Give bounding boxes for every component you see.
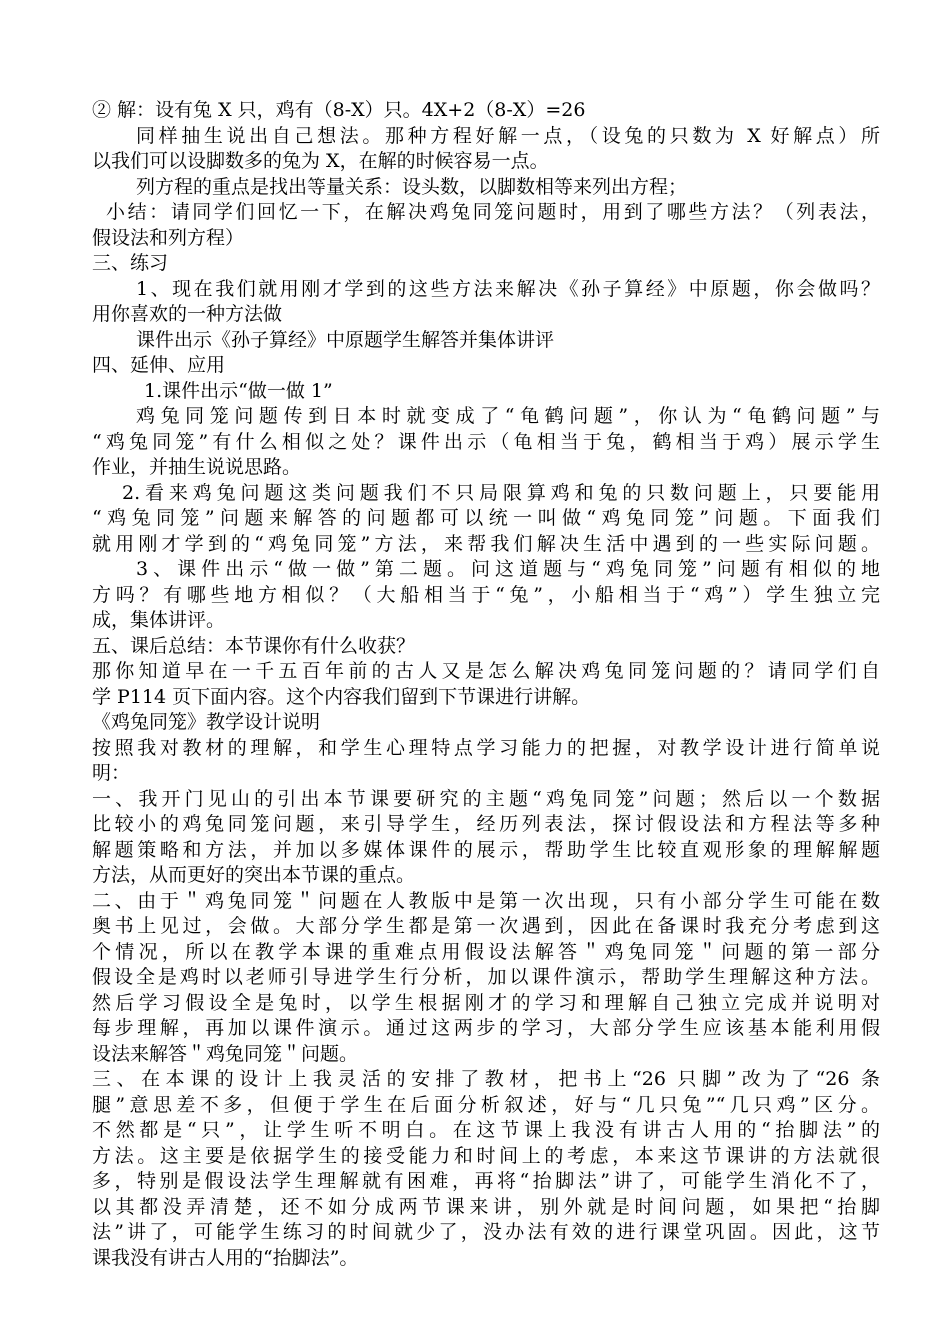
text-line: 1.课件出示“做一做 1” [144, 379, 333, 402]
text-line: 假设法和列方程） [92, 226, 245, 249]
text-line: 多，特别是假设法学生理解就有困难，再将“抬脚法”讲了，可能学生消化不了， [92, 1170, 880, 1192]
text-line: 不然都是“只”，让学生听不明白。在这节课上我没有讲古人用的“抬脚法”的 [92, 1119, 880, 1141]
text-line: 鸡兔同笼问题传到日本时就变成了“龟鹤问题”，你认为“龟鹤问题”与 [136, 405, 880, 427]
text-line: 以其都没弄清楚，还不如分成两节课来讲，别外就是时间问题，如果把“抬脚 [92, 1195, 880, 1218]
text-line: 方法。这主要是依据学生的接受能力和时间上的考虑，本来这节课讲的方法就很 [92, 1144, 880, 1167]
text-line: 二、由于＂鸡兔同笼＂问题在人教版中是第一次出现，只有小部分学生可能在数 [92, 889, 880, 912]
text-line: 按照我对教材的理解，和学生心理特点学习能力的把握，对教学设计进行简单说 [92, 736, 880, 759]
text-line: 1、现在我们就用刚才学到的这些方法来解决《孙子算经》中原题，你会做吗？ [136, 277, 880, 300]
text-line: 五、课后总结：本节课你有什么收获？ [92, 634, 416, 657]
text-line: 《鸡兔同笼》教学设计说明 [92, 711, 321, 733]
text-line: 同样抽生说出自己想法。那种方程好解一点，（设兔的只数为 X 好解点）所 [136, 124, 880, 147]
text-line: 设法来解答＂鸡兔同笼＂问题。 [92, 1042, 359, 1065]
text-line: 个情况，所以在教学本课的重难点用假设法解答＂鸡兔同笼＂问题的第一部分 [92, 940, 880, 963]
text-line: 学 P114 页下面内容。这个内容我们留到下节课进行讲解。 [92, 685, 591, 708]
text-line: 用你喜欢的一种方法做 [92, 303, 283, 325]
text-line: 作业，并抽生说说思路。 [92, 456, 302, 478]
text-line: 每步理解，再加以课件演示。通过这两步的学习，大部分学生应该基本能利用假 [92, 1017, 880, 1039]
text-line: 以我们可以设脚数多的兔为 X，在解的时候容易一点。 [92, 150, 549, 172]
text-line: 三、在本课的设计上我灵活的安排了教材，把书上“26 只脚”改为了“26 条 [92, 1068, 880, 1090]
text-line: “鸡兔同笼”有什么相似之处？课件出示（龟相当于兔，鹤相当于鸡）展示学生 [92, 430, 880, 453]
text-line: 奥书上见过，会做。大部分学生都是第一次遇到，因此在备课时我充分考虑到这 [92, 915, 880, 937]
text-line: 列方程的重点是找出等量关系：设头数，以脚数相等来列出方程； [136, 175, 688, 198]
text-line: 课件出示《孙子算经》中原题学生解答并集体讲评 [136, 328, 555, 351]
text-line: 三、练习 [92, 252, 169, 274]
text-line: 法”讲了，可能学生练习的时间就少了，没办法有效的进行课堂巩固。因此，这节 [92, 1221, 880, 1243]
text-line: 然后学习假设全是兔时，以学生根据刚才的学习和理解自己独立完成并说明对 [92, 991, 880, 1014]
text-line: 成，集体讲评。 [92, 609, 226, 631]
text-line: 3、课件出示“做一做”第二题。问这道题与“鸡兔同笼”问题有相似的地 [136, 558, 880, 580]
text-line: 一、我开门见山的引出本节课要研究的主题“鸡兔同笼”问题；然后以一个数据 [92, 787, 880, 810]
text-line: 假设全是鸡时以老师引导进学生行分析，加以课件演示，帮助学生理解这种方法。 [92, 966, 880, 988]
text-line: 小结：请同学们回忆一下，在解决鸡兔同笼问题时，用到了哪些方法？（列表法， [106, 201, 880, 223]
text-line: “鸡兔同笼”问题来解答的问题都可以统一叫做“鸡兔同笼”问题。下面我们 [92, 507, 880, 529]
text-line: 比较小的鸡兔同笼问题，来引导学生，经历列表法，探讨假设法和方程法等多种 [92, 813, 880, 835]
text-line: 明： [92, 762, 131, 784]
text-line: 腿”意思差不多，但便于学生在后面分析叙述，好与“几只兔”“几只鸡”区分。 [92, 1093, 880, 1116]
text-line: 四、延伸、应用 [92, 354, 226, 376]
text-line: 方法，从而更好的突出本节课的重点。 [92, 864, 416, 886]
text-line: ② 解：设有兔 X 只，鸡有（8-X）只。4X+2（8-X）=26 [92, 99, 586, 121]
text-line: 就用刚才学到的“鸡兔同笼”方法，来帮我们解决生活中遇到的一些实际问题。 [92, 532, 880, 555]
text-line: 课我没有讲古人用的“抬脚法”。 [92, 1246, 359, 1269]
text-line: 那你知道早在一千五百年前的古人又是怎么解决鸡兔同笼问题的？请同学们自 [92, 660, 880, 682]
text-line: 方吗？有哪些地方相似？（大船相当于“兔”，小船相当于“鸡”）学生独立完 [92, 583, 880, 606]
text-line: 2.看来鸡兔问题这类问题我们不只局限算鸡和兔的只数问题上，只要能用 [122, 481, 880, 504]
text-line: 解题策略和方法，并加以多媒体课件的展示，帮助学生比较直观形象的理解解题 [92, 838, 880, 861]
